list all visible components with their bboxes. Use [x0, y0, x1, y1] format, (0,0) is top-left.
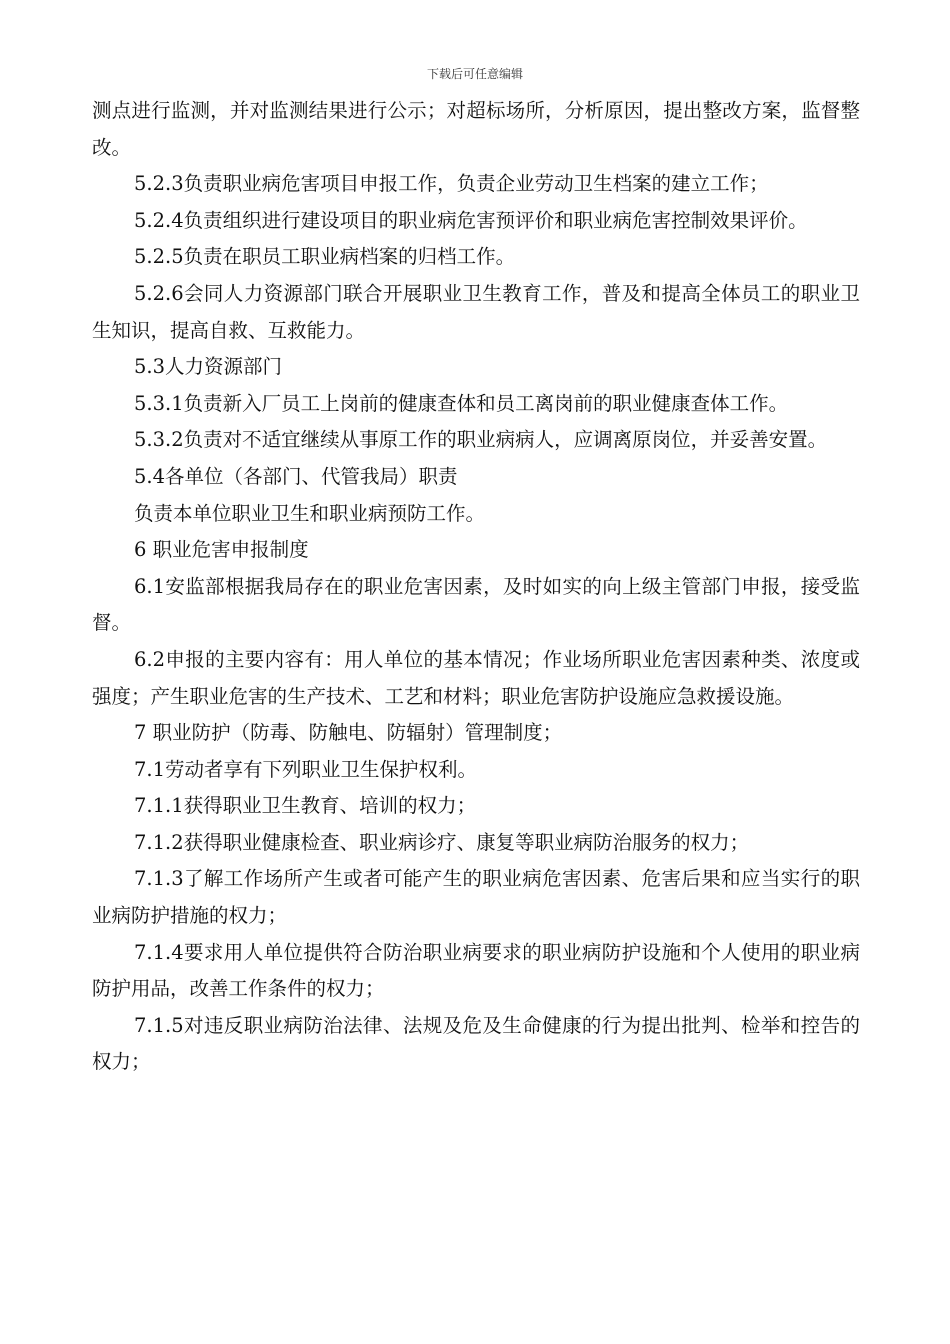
section-heading-5-4: 5.4各单位（各部门、代管我局）职责 [134, 464, 458, 488]
document-body [92, 93, 860, 1081]
page-header: 下载后可任意编辑 [426, 67, 523, 81]
paragraph-7-1-5: 7.1.5对违反职业病防治法律、法规及危及生命健康的行为提出批判、检举和控告的权力； [92, 1013, 860, 1074]
section-heading-6: 6 职业危害申报制度 [134, 538, 309, 562]
paragraph-5-2-6: 5.2.6会同人力资源部门联合开展职业卫生教育工作，普及和提高全体员工的职业卫生知识，提高自救、互救能力。 [92, 281, 860, 342]
paragraph-6-1: 6.1安监部根据我局存在的职业危害因素，及时如实的向上级主管部门申报，接受监督。 [92, 574, 860, 635]
section-heading-7: 7 职业防护（防毒、防触电、防辐射）管理制度； [134, 721, 563, 745]
paragraph-5-3-2: 5.3.2负责对不适宜继续从事原工作的职业病病人，应调离原岗位，并妥善安置。 [134, 428, 828, 452]
paragraph-7-1-3: 7.1.3了解工作场所产生或者可能产生的职业病危害因素、危害后果和应当实行的职业病防护措施的权力； [92, 867, 860, 928]
paragraph-7-1-1: 7.1.1获得职业卫生教育、培训的权力； [134, 794, 477, 818]
paragraph-5-4-body: 负责本单位职业卫生和职业病预防工作。 [134, 501, 486, 525]
paragraph-7-1-2: 7.1.2获得职业健康检查、职业病诊疗、康复等职业病防治服务的权力； [134, 830, 750, 854]
section-heading-5-3: 5.3人力资源部门 [134, 355, 283, 379]
paragraph-6-2: 6.2申报的主要内容有：用人单位的基本情况；作业场所职业危害因素种类、浓度或强度；产生职业危害的生产技术、工艺和材料；职业危害防护设施应急救援设施。 [92, 647, 860, 708]
paragraph-monitoring-continued: 测点进行监测，并对监测结果进行公示；对超标场所，分析原因，提出整改方案，监督整改。 [92, 99, 860, 159]
paragraph-5-2-5: 5.2.5负责在职员工职业病档案的归档工作。 [134, 245, 516, 269]
paragraph-5-2-4: 5.2.4负责组织进行建设项目的职业病危害预评价和职业病危害控制效果评价。 [134, 208, 808, 232]
paragraph-7-1: 7.1劳动者享有下列职业卫生保护权利。 [134, 757, 478, 781]
paragraph-5-3-1: 5.3.1负责新入厂员工上岗前的健康查体和员工离岗前的职业健康查体工作。 [134, 391, 789, 415]
paragraph-7-1-4: 7.1.4要求用人单位提供符合防治职业病要求的职业病防护设施和个人使用的职业病防护用品，改善工作条件的权力； [92, 940, 860, 1001]
paragraph-5-2-3: 5.2.3负责职业病危害项目申报工作，负责企业劳动卫生档案的建立工作； [134, 172, 769, 196]
